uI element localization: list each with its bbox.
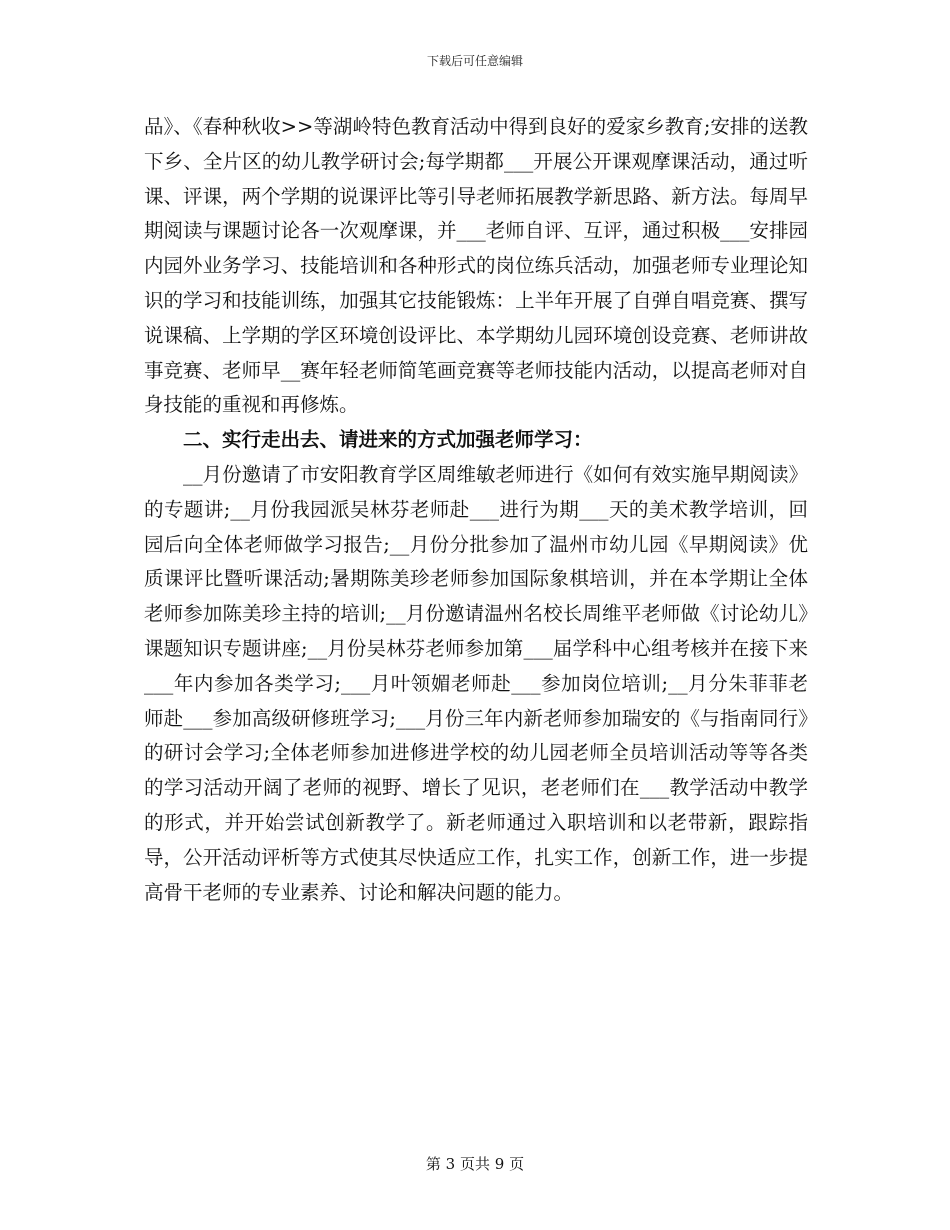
page-number-footer: 第 3 页共 9 页 (425, 1155, 525, 1173)
page-header: 下载后可任意编辑 (426, 54, 523, 68)
section-heading-2: 二、实行走出去、请进来的方式加强老师学习： (183, 428, 593, 452)
document-body (144, 110, 808, 910)
body-paragraph-1: 品》、《春种秋收>>等湖岭特色教育活动中得到良好的爱家乡教育;安排的送教下乡、全片区的幼儿教学研讨会;每学期都___开展公开课观摩课活动，通过听课、评课，两个学期的说课评比等引导老师拓展教学新思路、新方法。每周早期阅读与课题讨论各一次观摩课，并___老师自评、互评，通过积极___安排园内园外业务学习、技能培训和各种形式的岗位练兵活动，加强老师专业理论知识的学习和技能训练，加强其它技能锻炼：上半年开展了自弹自唱竞赛、撰写说课稿、上学期的学区环境创设评比、本学期幼儿园环境创设竞赛、老师讲故事竞赛、老师早__赛年轻老师简笔画竞赛等老师技能内活动，以提高老师对自身技能的重视和再修炼。 (144, 115, 808, 417)
body-paragraph-2: __月份邀请了市安阳教育学区周维敏老师进行《如何有效实施早期阅读》的专题讲;__月份我园派吴林芬老师赴___进行为期___天的美术教学培训，回园后向全体老师做学习报告;__月份分批参加了温州市幼儿园《早期阅读》优质课评比暨听课活动;暑期陈美珍老师参加国际象棋培训，并在本学期让全体老师参加陈美珍主持的培训;__月份邀请温州名校长周维平老师做《讨论幼儿》课题知识专题讲座;__月份吴林芬老师参加第___届学科中心组考核并在接下来___年内参加各类学习;___月叶领媚老师赴___参加岗位培训;__月分朱菲菲老师赴___参加高级研修班学习;___月份三年内新老师参加瑞安的《与指南同行》的研讨会学习;全体老师参加进修进学校的幼儿园老师全员培训活动等等各类的学习活动开阔了老师的视野、增长了见识，老老师们在___教学活动中教学的形式，并开始尝试创新教学了。新老师通过入职培训和以老带新，跟踪指导，公开活动评析等方式使其尽快适应工作，扎实工作，创新工作，进一步提高骨干老师的专业素养、讨论和解决问题的能力。 (144, 462, 808, 904)
